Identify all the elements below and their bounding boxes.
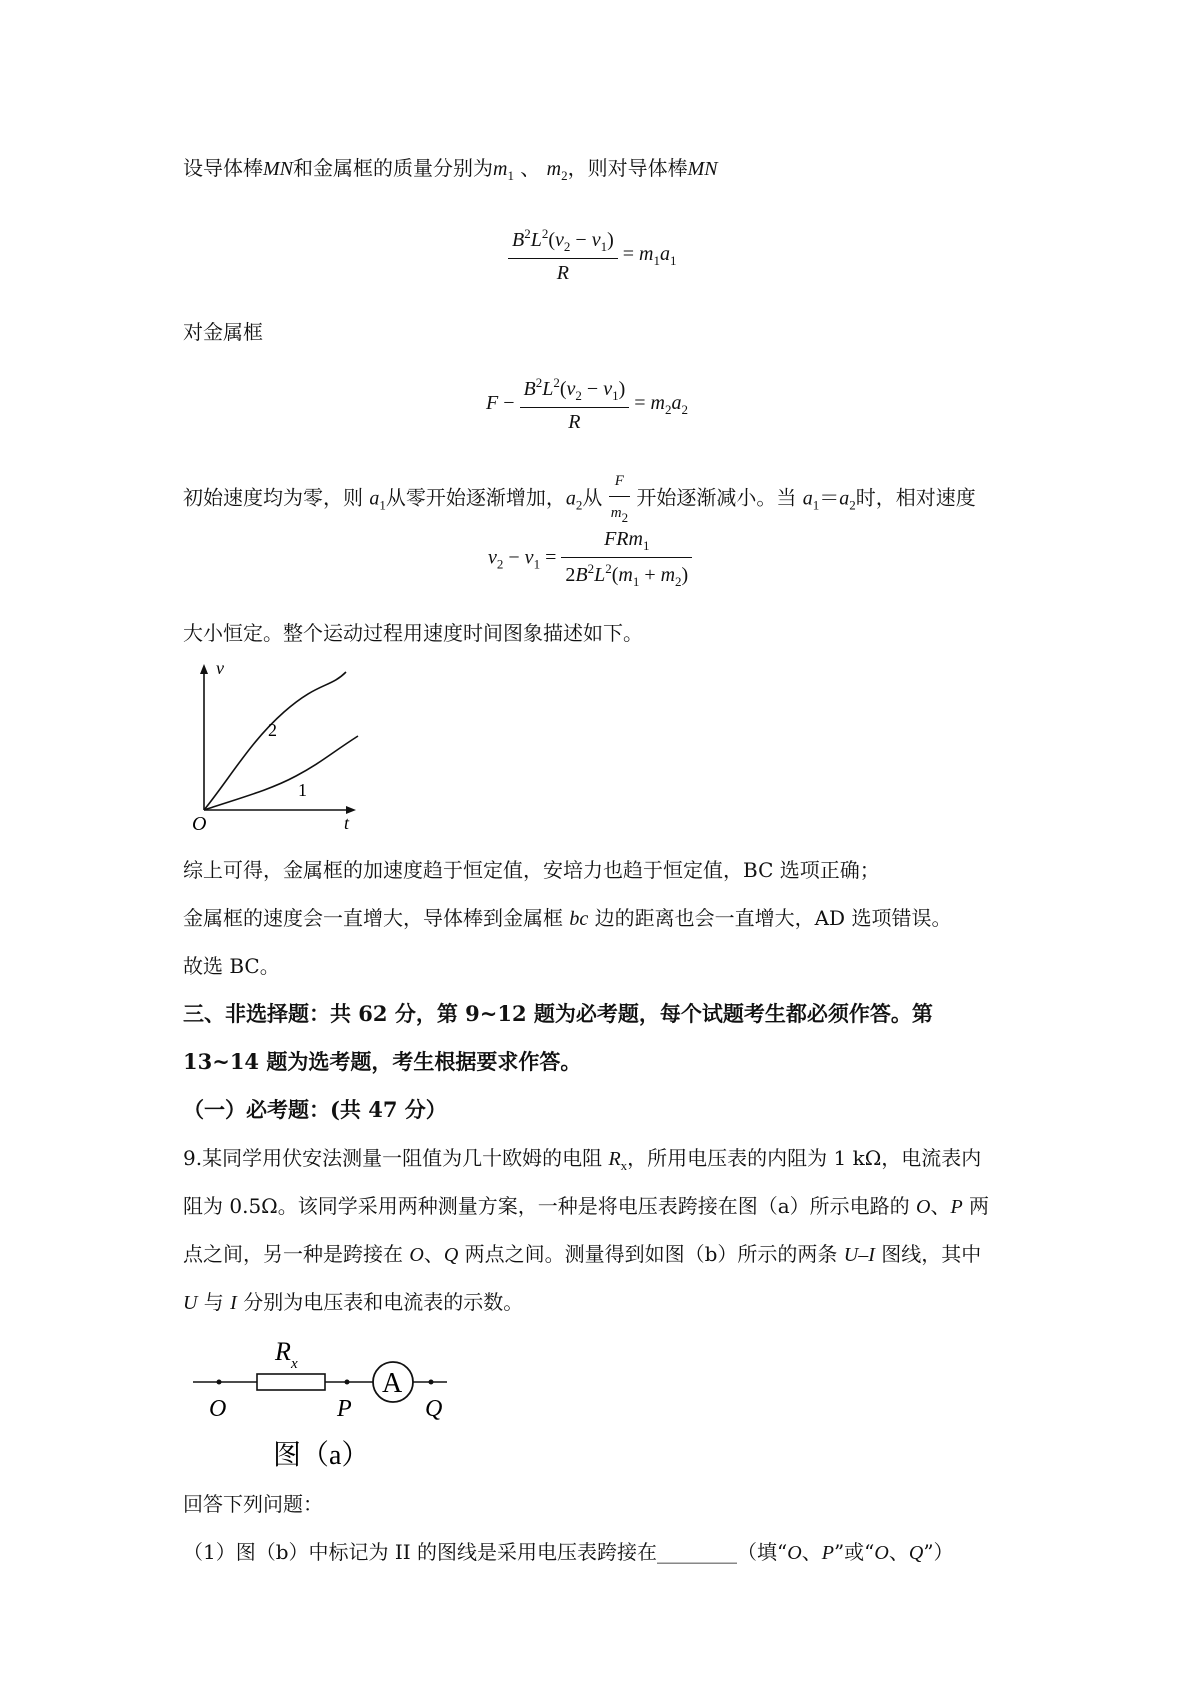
figure-caption: 图（a） [273,1440,370,1471]
question-9-line: 阻为 0.5Ω。该同学采用两种测量方案，一种是将电压表跨接在图（a）所示电路的 O、P 两 [183,1194,990,1218]
resistor-rx [257,1374,325,1390]
rx-label: R [275,1337,291,1366]
curve-1-label: 1 [298,780,307,800]
equation-3: $v_2 - v_1$ = $\frac{FRm_1}{2B^2L^2(m_1 + m_2)}$ [488,528,692,590]
circuit-diagram [185,1330,485,1480]
section-heading: 三、非选择题：共 62 分，第 9~12 题为必考题，每个试题考生都必须作答。第 [183,1001,933,1026]
text-line: 对金属框 [183,320,263,344]
equation-1: $\frac{B^2L^2(v_2 - v_1)}{R}$ = $m_1a_1$ [508,226,676,285]
ammeter-label: A [382,1368,403,1399]
question-9-line: 9.某同学用伏安法测量一阻值为几十欧姆的电阻 $R_x$，所用电压表的内阻为 1 kΩ，电流表内 [183,1146,982,1173]
p-label: P [337,1396,352,1422]
node-q [429,1380,434,1385]
text-line: 故选 BC。 [183,954,280,978]
origin-label: O [192,813,207,832]
text-line: 大小恒定。整个运动过程用速度时间图象描述如下。 [183,621,643,645]
question-9-line: 点之间，另一种是跨接在 O、Q 两点之间。测量得到如图（b）所示的两条 U–I 图线，其中 [183,1242,982,1266]
q-label: Q [425,1396,443,1422]
question-part-1: （1）图（b）中标记为 II 的图线是采用电压表跨接在________（填“O、P”或“O、Q”） [183,1540,954,1564]
node-o [217,1380,222,1385]
curve-2 [204,672,346,810]
text-line: 综上可得，金属框的加速度趋于恒定值，安培力也趋于恒定值，BC 选项正确； [183,858,880,882]
v-axis-arrow [200,664,208,674]
v-label: v [216,662,224,678]
text-line: 初始速度均为零，则 $a_1$从零开始逐渐增加，$a_2$从 $\frac{F}{m2}$ 开始逐渐减小。当 $a_1=a_2$时，相对速度 [183,466,976,532]
section-heading: 13~14 题为选考题，考生根据要求作答。 [183,1049,582,1074]
curve-1 [204,736,358,810]
node-p [345,1380,350,1385]
t-label: t [344,813,350,832]
curve-2-label: 2 [268,720,277,740]
o-label: O [209,1396,227,1422]
subsection-heading: （一）必考题：(共 47 分） [183,1097,447,1122]
rx-subscript: x [291,1356,298,1372]
inline-fraction: $\frac{F}{m2}$ [609,466,630,532]
velocity-time-graph [180,662,370,832]
question-9-line: U 与 I 分别为电压表和电流表的示数。 [183,1290,524,1314]
equation-2: F − $\frac{B^2L^2(v_2 - v_1)}{R}$ = $m_2a_2$ [486,375,688,433]
text-line: 设导体棒MN和金属框的质量分别为$m_1$ 、 $m_2$，则对导体棒MN [183,156,718,183]
text-line: 回答下列问题： [183,1492,323,1516]
text-line: 金属框的速度会一直增大，导体棒到金属框 bc 边的距离也会一直增大，AD 选项错误。 [183,906,952,930]
